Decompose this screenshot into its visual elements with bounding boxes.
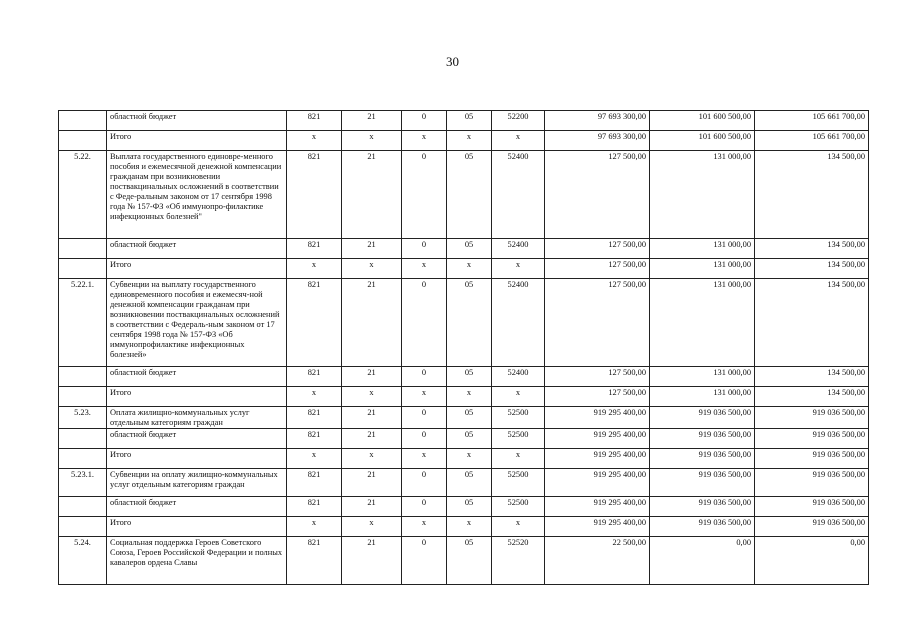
row-index: [59, 131, 107, 151]
amount-year-2: 131 000,00: [650, 279, 755, 367]
code-program: 05: [447, 367, 492, 387]
amount-year-3: 919 036 500,00: [755, 469, 869, 497]
table-row: [59, 407, 869, 429]
code-subsection: 0: [402, 367, 447, 387]
amount-year-2: 131 000,00: [650, 151, 755, 239]
code-ministry: 821: [287, 279, 342, 367]
code-item: 52500: [492, 469, 545, 497]
amount-year-3: 919 036 500,00: [755, 449, 869, 469]
amount-year-1: 919 295 400,00: [545, 407, 650, 429]
table-row: [59, 497, 869, 517]
code-ministry: 821: [287, 469, 342, 497]
code-ministry: 821: [287, 151, 342, 239]
amount-year-2: 919 036 500,00: [650, 517, 755, 537]
row-description: областной бюджет: [107, 367, 287, 387]
code-item: 52400: [492, 367, 545, 387]
code-item: 52500: [492, 497, 545, 517]
code-subsection: 0: [402, 239, 447, 259]
amount-year-1: 127 500,00: [545, 279, 650, 367]
code-section: 21: [342, 429, 402, 449]
amount-year-3: 134 500,00: [755, 259, 869, 279]
table-row: [59, 387, 869, 407]
code-item: 52520: [492, 537, 545, 585]
amount-year-2: 919 036 500,00: [650, 469, 755, 497]
amount-year-1: 22 500,00: [545, 537, 650, 585]
code-section: 21: [342, 279, 402, 367]
code-program: х: [447, 387, 492, 407]
amount-year-3: 134 500,00: [755, 279, 869, 367]
amount-year-3: 105 661 700,00: [755, 131, 869, 151]
code-program: 05: [447, 497, 492, 517]
code-subsection: 0: [402, 429, 447, 449]
table-row: [59, 279, 869, 367]
code-subsection: 0: [402, 151, 447, 239]
code-ministry: х: [287, 387, 342, 407]
code-subsection: х: [402, 387, 447, 407]
code-ministry: х: [287, 259, 342, 279]
amount-year-3: 134 500,00: [755, 239, 869, 259]
code-section: 21: [342, 497, 402, 517]
code-item: 52400: [492, 151, 545, 239]
row-index: 5.23.1.: [59, 469, 107, 497]
code-ministry: х: [287, 517, 342, 537]
code-section: 21: [342, 367, 402, 387]
amount-year-2: 0,00: [650, 537, 755, 585]
row-description: областной бюджет: [107, 497, 287, 517]
amount-year-3: 134 500,00: [755, 367, 869, 387]
row-index: 5.24.: [59, 537, 107, 585]
row-index: 5.22.: [59, 151, 107, 239]
table-row: [59, 449, 869, 469]
row-description: Итого: [107, 517, 287, 537]
code-program: 05: [447, 429, 492, 449]
code-program: 05: [447, 239, 492, 259]
code-program: х: [447, 517, 492, 537]
amount-year-3: 919 036 500,00: [755, 517, 869, 537]
table-row: [59, 429, 869, 449]
table-row: [59, 131, 869, 151]
code-subsection: 0: [402, 407, 447, 429]
amount-year-1: 919 295 400,00: [545, 497, 650, 517]
code-item: 52400: [492, 279, 545, 367]
amount-year-1: 919 295 400,00: [545, 449, 650, 469]
row-index: 5.23.: [59, 407, 107, 429]
amount-year-3: 0,00: [755, 537, 869, 585]
page-number: 30: [446, 54, 459, 69]
row-description: Итого: [107, 387, 287, 407]
code-subsection: 0: [402, 469, 447, 497]
row-description: Итого: [107, 449, 287, 469]
amount-year-2: 101 600 500,00: [650, 131, 755, 151]
amount-year-2: 131 000,00: [650, 387, 755, 407]
row-index: [59, 111, 107, 131]
code-program: х: [447, 259, 492, 279]
table-row: [59, 517, 869, 537]
code-program: х: [447, 449, 492, 469]
table-row: [59, 259, 869, 279]
code-subsection: х: [402, 449, 447, 469]
table-row: [59, 151, 869, 239]
row-description: Субвенции на оплату жилищно-коммунальных услуг отдельным категориям граждан: [107, 469, 287, 497]
code-ministry: 821: [287, 111, 342, 131]
code-item: х: [492, 449, 545, 469]
code-item: х: [492, 517, 545, 537]
code-section: х: [342, 449, 402, 469]
row-index: [59, 497, 107, 517]
code-subsection: х: [402, 517, 447, 537]
code-ministry: 821: [287, 407, 342, 429]
table-row: [59, 239, 869, 259]
code-ministry: 821: [287, 367, 342, 387]
amount-year-1: 97 693 300,00: [545, 111, 650, 131]
amount-year-1: 127 500,00: [545, 151, 650, 239]
code-subsection: 0: [402, 537, 447, 585]
code-ministry: 821: [287, 537, 342, 585]
code-item: 52500: [492, 429, 545, 449]
amount-year-2: 101 600 500,00: [650, 111, 755, 131]
row-description: Социальная поддержка Героев Советского Союза, Героев Российской Федерации и полных кавалеров ордена Славы: [107, 537, 287, 585]
amount-year-1: 97 693 300,00: [545, 131, 650, 151]
code-item: 52200: [492, 111, 545, 131]
amount-year-3: 134 500,00: [755, 387, 869, 407]
code-section: 21: [342, 239, 402, 259]
amount-year-3: 105 661 700,00: [755, 111, 869, 131]
amount-year-2: 919 036 500,00: [650, 497, 755, 517]
amount-year-3: 919 036 500,00: [755, 497, 869, 517]
code-subsection: 0: [402, 497, 447, 517]
row-description: Субвенции на выплату государственного единовременного пособия и ежемесяч-ной денежной компенсации гражданам при возникновении поствакцинальных осложнений в соответствии с Федераль-ным законом от 17 сентября 1998 года № 157-ФЗ «Об иммунопрофилактике инфекционных болезней»: [107, 279, 287, 367]
code-program: х: [447, 131, 492, 151]
code-section: х: [342, 517, 402, 537]
amount-year-1: 919 295 400,00: [545, 469, 650, 497]
code-program: 05: [447, 407, 492, 429]
table-body: [59, 111, 869, 585]
row-description: Оплата жилищно-коммунальных услуг отдельным категориям граждан: [107, 407, 287, 429]
code-program: 05: [447, 279, 492, 367]
code-section: х: [342, 131, 402, 151]
code-ministry: 821: [287, 497, 342, 517]
code-program: 05: [447, 537, 492, 585]
row-index: [59, 429, 107, 449]
code-subsection: х: [402, 131, 447, 151]
code-subsection: х: [402, 259, 447, 279]
amount-year-2: 131 000,00: [650, 259, 755, 279]
amount-year-1: 919 295 400,00: [545, 517, 650, 537]
row-description: Итого: [107, 131, 287, 151]
code-section: 21: [342, 111, 402, 131]
amount-year-1: 127 500,00: [545, 259, 650, 279]
code-program: 05: [447, 111, 492, 131]
amount-year-2: 131 000,00: [650, 239, 755, 259]
amount-year-1: 919 295 400,00: [545, 429, 650, 449]
code-ministry: х: [287, 449, 342, 469]
code-program: 05: [447, 151, 492, 239]
row-index: 5.22.1.: [59, 279, 107, 367]
code-section: х: [342, 387, 402, 407]
code-ministry: 821: [287, 239, 342, 259]
table-row: [59, 111, 869, 131]
row-index: [59, 387, 107, 407]
code-item: х: [492, 131, 545, 151]
row-index: [59, 517, 107, 537]
code-section: 21: [342, 407, 402, 429]
amount-year-3: 134 500,00: [755, 151, 869, 239]
amount-year-1: 127 500,00: [545, 239, 650, 259]
code-item: 52500: [492, 407, 545, 429]
table-row: [59, 537, 869, 585]
code-item: х: [492, 259, 545, 279]
code-subsection: 0: [402, 111, 447, 131]
code-ministry: 821: [287, 429, 342, 449]
amount-year-1: 127 500,00: [545, 387, 650, 407]
row-index: [59, 367, 107, 387]
row-description: областной бюджет: [107, 429, 287, 449]
code-item: х: [492, 387, 545, 407]
code-item: 52400: [492, 239, 545, 259]
table-row: [59, 469, 869, 497]
amount-year-3: 919 036 500,00: [755, 429, 869, 449]
amount-year-2: 919 036 500,00: [650, 407, 755, 429]
code-ministry: х: [287, 131, 342, 151]
row-description: областной бюджет: [107, 111, 287, 131]
row-description: областной бюджет: [107, 239, 287, 259]
row-index: [59, 259, 107, 279]
amount-year-1: 127 500,00: [545, 367, 650, 387]
amount-year-2: 131 000,00: [650, 367, 755, 387]
code-subsection: 0: [402, 279, 447, 367]
code-section: х: [342, 259, 402, 279]
amount-year-2: 919 036 500,00: [650, 449, 755, 469]
code-program: 05: [447, 469, 492, 497]
table-row: [59, 367, 869, 387]
code-section: 21: [342, 469, 402, 497]
amount-year-2: 919 036 500,00: [650, 429, 755, 449]
code-section: 21: [342, 537, 402, 585]
row-index: [59, 239, 107, 259]
budget-table: [58, 110, 869, 585]
row-description: Выплата государственного единовре-менного пособия и ежемесячной денежной компенсации гражданам при возникновении поствакцинальных осложнений в соответствии с Феде-ральным законом от 17 сентября 1998 года № 157-ФЗ «Об иммунопро-филактике инфекционных болезней": [107, 151, 287, 239]
amount-year-3: 919 036 500,00: [755, 407, 869, 429]
code-section: 21: [342, 151, 402, 239]
row-index: [59, 449, 107, 469]
row-description: Итого: [107, 259, 287, 279]
